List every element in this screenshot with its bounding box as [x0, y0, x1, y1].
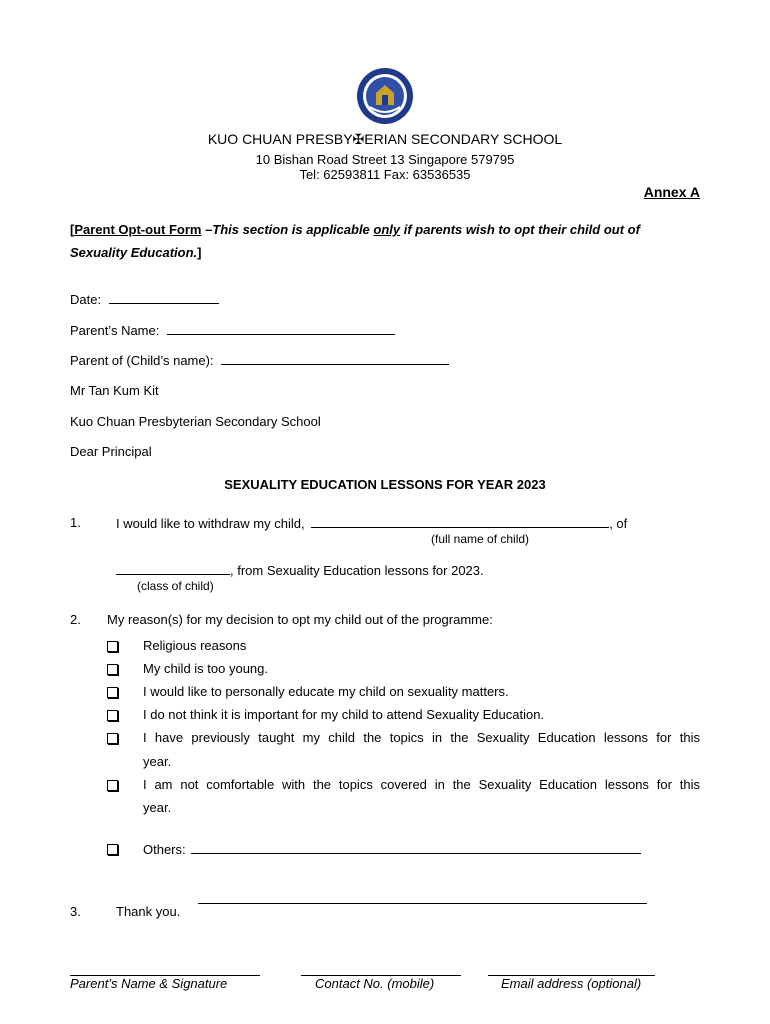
intro-line-1	[70, 222, 640, 237]
checkbox-previously-taught[interactable]	[107, 733, 118, 744]
option-not-comfortable: I am not comfortable with the topics covered in the Sexuality Education lessons for this	[143, 777, 700, 792]
intro-part1: This section is applicable	[212, 222, 374, 237]
intro-dash: –	[201, 222, 213, 237]
option-not-comfortable-cont: year.	[143, 800, 172, 815]
option-previously-taught-cont: year.	[143, 754, 172, 769]
annex-label: Annex A	[643, 184, 700, 200]
contact-number-label: Contact No. (mobile)	[315, 976, 435, 991]
item1-number: 1.	[70, 515, 81, 530]
others-input-line-2[interactable]	[198, 903, 647, 904]
date-field	[70, 291, 219, 307]
subject-heading: SEXUALITY EDUCATION LESSONS FOR YEAR 2023	[224, 477, 546, 492]
school-logo	[356, 67, 414, 125]
child-name-field	[70, 352, 449, 368]
intro-only: only	[373, 222, 401, 237]
parent-name-label: Parent’s Name:	[70, 323, 160, 338]
checkbox-others[interactable]	[107, 844, 118, 855]
checkbox-personally-educate[interactable]	[107, 687, 118, 698]
date-input-line[interactable]	[109, 291, 219, 304]
parent-name-field	[70, 322, 395, 338]
others-label: Others:	[143, 842, 186, 857]
intro-line-2	[70, 245, 202, 260]
school-contact: Tel: 62593811 Fax: 63536535	[299, 167, 471, 182]
addressee-name: Mr Tan Kum Kit	[70, 383, 159, 398]
others-field	[143, 841, 641, 857]
others-input-line[interactable]	[191, 841, 641, 854]
intro-line2-text: Sexuality Education.	[70, 245, 198, 260]
option-personally-educate: I would like to personally educate my child on sexuality matters.	[143, 684, 509, 699]
class-hint: (class of child)	[137, 579, 214, 593]
class-input-line[interactable]	[116, 562, 230, 575]
item1-label: I would like to withdraw my child,	[116, 516, 305, 531]
item1-line2	[116, 562, 484, 578]
checkbox-too-young[interactable]	[107, 664, 118, 675]
date-label: Date:	[70, 292, 102, 307]
item3-text: Thank you.	[116, 904, 181, 919]
form-name: Parent Opt-out Form	[74, 222, 202, 237]
checkbox-not-comfortable[interactable]	[107, 780, 118, 791]
item1-line2-suffix: , from Sexuality Education lessons for 2023.	[230, 563, 484, 578]
salutation: Dear Principal	[70, 444, 152, 459]
parent-name-input-line[interactable]	[167, 322, 395, 335]
option-religious: Religious reasons	[143, 638, 247, 653]
item1-suffix: , of	[609, 516, 628, 531]
parent-signature-label: Parent’s Name & Signature	[70, 976, 228, 991]
item3-number: 3.	[70, 904, 81, 919]
option-not-important: I do not think it is important for my child to attend Sexuality Education.	[143, 707, 545, 722]
option-previously-taught: I have previously taught my child the topics in the Sexuality Education lessons for this	[143, 730, 700, 745]
full-name-hint: (full name of child)	[431, 532, 530, 546]
item1-text	[116, 515, 627, 531]
intro-part2: if parents wish to opt their child out of	[400, 222, 640, 237]
item2-text: My reason(s) for my decision to opt my child out of the programme:	[107, 612, 493, 627]
addressee-school: Kuo Chuan Presbyterian Secondary School	[70, 414, 321, 429]
option-too-young: My child is too young.	[143, 661, 269, 676]
school-title: KUO CHUAN PRESBY✠ERIAN SECONDARY SCHOOL	[207, 131, 563, 147]
parent-of-label: Parent of (Child’s name):	[70, 353, 214, 368]
item2-number: 2.	[70, 612, 81, 627]
email-address-label: Email address (optional)	[501, 976, 642, 991]
bracket-close: ]	[197, 245, 202, 260]
child-fullname-input-line[interactable]	[311, 515, 609, 528]
child-name-input-line[interactable]	[221, 352, 449, 365]
checkbox-not-important[interactable]	[107, 710, 118, 721]
school-address: 10 Bishan Road Street 13 Singapore 579795	[255, 152, 515, 167]
bracket-open: [	[70, 222, 75, 237]
checkbox-religious[interactable]	[107, 641, 118, 652]
